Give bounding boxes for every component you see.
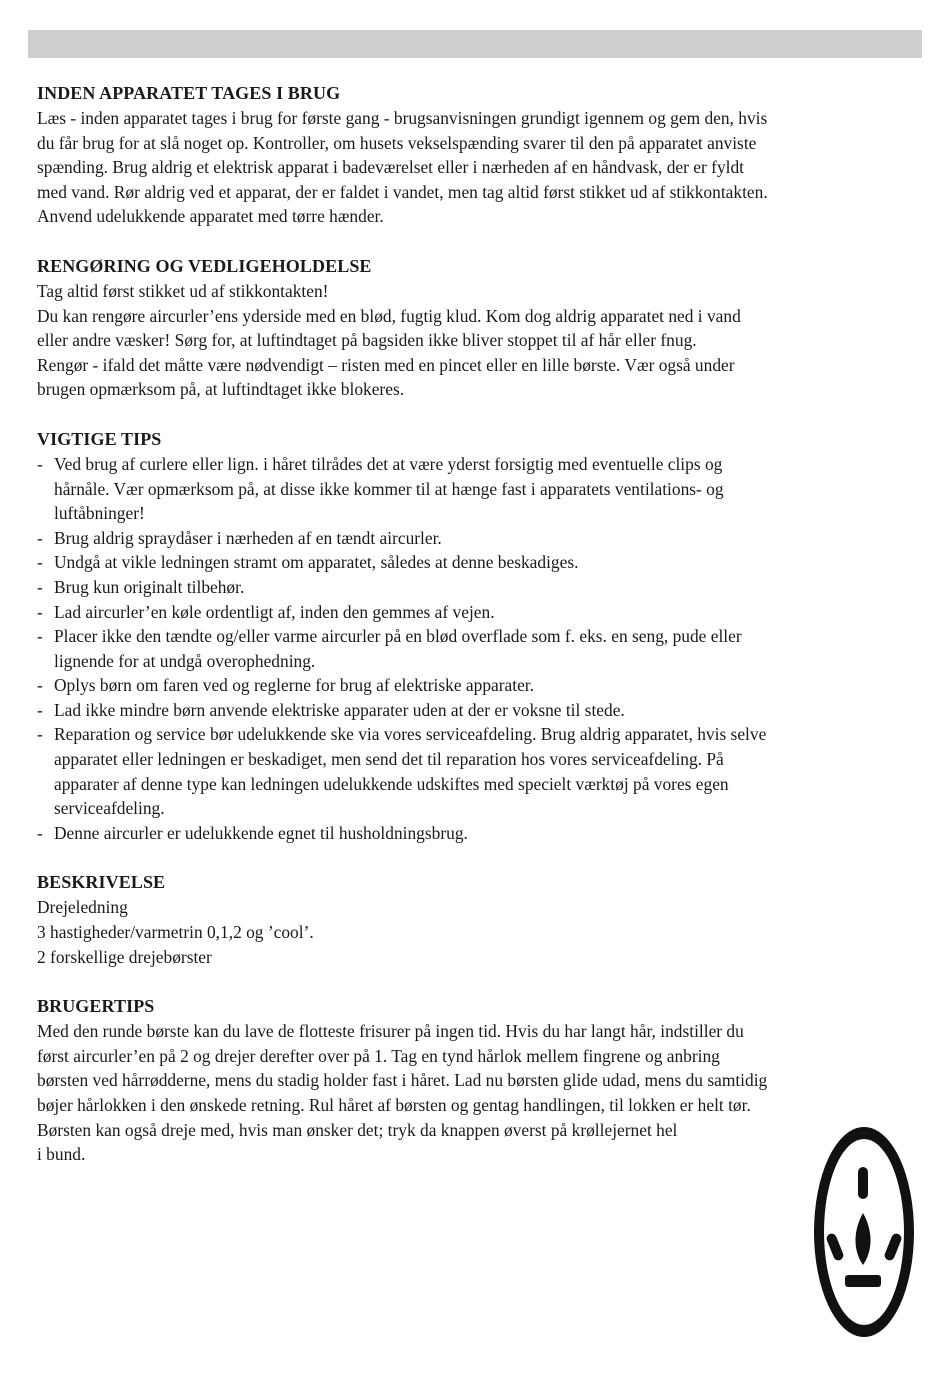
- text-line: lignende for at undgå overophedning.: [54, 650, 316, 671]
- list-item: - Lad aircurler’en køle ordentligt af, inden den gemmes af vejen.: [37, 600, 917, 625]
- text-line: luftåbninger!: [54, 503, 145, 524]
- text-line: Tag altid først stikket ud af stikkontakten!: [37, 280, 329, 301]
- steam-symbol-icon: [812, 1125, 916, 1339]
- list-item: - Brug kun originalt tilbehør.: [37, 575, 917, 600]
- section-inden-apparatet: [37, 80, 917, 229]
- text-line: Brug aldrig spraydåser i nærheden af en tændt aircurler.: [54, 527, 442, 548]
- text-line: apparatet eller ledningen er beskadiget, men send det til reparation hos vores serviceafdeling. På: [54, 749, 724, 770]
- text-line: hårnåle. Vær opmærksom på, at disse ikke kommer til at hænge fast i apparatets ventilations- og: [54, 478, 724, 499]
- section-heading: BESKRIVELSE: [37, 872, 166, 893]
- text-line: Du kan rengøre aircurler’ens yderside med en blød, fugtig klud. Kom dog aldrig apparatet ned i vand: [37, 305, 741, 326]
- text-line: Børsten kan også dreje med, hvis man ønsker det; tryk da knappen øverst på krøllejernet hel: [37, 1119, 678, 1140]
- text-line: først aircurler’en på 2 og drejer derefter over på 1. Tag en tynd hårlok mellem fingrene og anbring: [37, 1045, 720, 1066]
- list-item: - Brug aldrig spraydåser i nærheden af en tændt aircurler.: [37, 526, 917, 551]
- text-line: du får brug for at slå noget op. Kontroller, om husets vekselspænding svarer til den på apparatet anviste: [37, 132, 757, 153]
- list-item: - Denne aircurler er udelukkende egnet til husholdningsbrug.: [37, 821, 917, 846]
- text-line: Læs - inden apparatet tages i brug for første gang - brugsanvisningen grundigt igennem og gem den, hvis: [37, 108, 768, 128]
- text-line: Brug kun originalt tilbehør.: [54, 576, 245, 597]
- section-paragraph: [37, 279, 917, 402]
- section-paragraph: [37, 1019, 917, 1167]
- text-line: Rengør - ifald det måtte være nødvendigt – risten med en pincet eller en lille børste. Vær også under: [37, 354, 735, 375]
- section-rengoring: [37, 253, 917, 402]
- text-line: Ved brug af curlere eller lign. i håret tilrådes det at være yderst forsigtig med eventuelle clips og: [54, 453, 723, 474]
- section-heading: INDEN APPARATET TAGES I BRUG: [37, 83, 341, 103]
- section-heading: BRUGERTIPS: [37, 996, 155, 1017]
- list-item: - Lad ikke mindre børn anvende elektriske apparater uden at der er voksne til stede.: [37, 698, 917, 723]
- text-line: Denne aircurler er udelukkende egnet til husholdningsbrug.: [54, 822, 468, 843]
- text-line: serviceafdeling.: [54, 798, 165, 819]
- list-item: - Ved brug af curlere eller lign. i håret tilrådes det at være yderst forsigtig med eventuelle clips og hårnåle. Vær opmærksom på, at disse ikke kommer til at hænge fast i apparatets ventilations- og luftåbninger!: [37, 452, 917, 526]
- section-beskrivelse: [37, 869, 917, 969]
- text-line: Lad ikke mindre børn anvende elektriske apparater uden at der er voksne til stede.: [54, 699, 625, 720]
- list-item: - Reparation og service bør udelukkende ske via vores serviceafdeling. Brug aldrig apparatet, hvis selve apparatet eller ledningen er beskadiget, men send det til reparation hos vores serviceafdeling. På apparater af denne type kan ledningen udelukkende udskiftes med specielt værktøj på vores egen serviceafdeling.: [37, 722, 917, 820]
- text-line: eller andre væsker! Sørg for, at luftindtaget på bagsiden ikke bliver stoppet til af hår eller fnug.: [37, 330, 697, 351]
- list-item: - Undgå at vikle ledningen stramt om apparatet, således at denne beskadiges.: [37, 550, 917, 575]
- section-brugertips: [37, 993, 917, 1167]
- text-line: i bund.: [37, 1144, 86, 1165]
- text-line: brugen opmærksom på, at luftindtaget ikke blokeres.: [37, 379, 405, 400]
- section-paragraph: [37, 106, 917, 229]
- section-paragraph: [37, 895, 917, 969]
- text-line: Drejeledning: [37, 897, 128, 918]
- text-line: bøjer hårlokken i den ønskede retning. Rul håret af børsten og gentag handlingen, til lokken er helt tør.: [37, 1095, 751, 1115]
- section-heading: VIGTIGE TIPS: [37, 428, 162, 449]
- section-vigtige-tips: [37, 426, 917, 846]
- section-heading: RENGØRING OG VEDLIGEHOLDELSE: [37, 255, 372, 276]
- text-line: Lad aircurler’en køle ordentligt af, inden den gemmes af vejen.: [54, 601, 495, 622]
- text-line: Undgå at vikle ledningen stramt om apparatet, således at denne beskadiges.: [54, 552, 579, 573]
- text-line: Reparation og service bør udelukkende ske via vores serviceafdeling. Brug aldrig apparatet, hvis selve: [54, 724, 767, 745]
- list-item: - Placer ikke den tændte og/eller varme aircurler på en blød overflade som f. eks. en seng, pude eller lignende for at undgå overophedning.: [37, 624, 917, 673]
- text-line: Anvend udelukkende apparatet med tørre hænder.: [37, 206, 384, 227]
- text-line: Med den runde børste kan du lave de flotteste frisurer på ingen tid. Hvis du har langt hår, indstiller du: [37, 1021, 744, 1042]
- text-line: Placer ikke den tændte og/eller varme aircurler på en blød overflade som f. eks. en seng, pude eller: [54, 626, 742, 647]
- text-line: 3 hastigheder/varmetrin 0,1,2 og ’cool’.: [37, 922, 314, 943]
- manual-page-content: [37, 80, 917, 1191]
- text-line: Oplys børn om faren ved og reglerne for brug af elektriske apparater.: [54, 675, 534, 696]
- header-gray-bar: [28, 30, 922, 58]
- list-item: - Oplys børn om faren ved og reglerne for brug af elektriske apparater.: [37, 673, 917, 698]
- text-line: 2 forskellige drejebørster: [37, 946, 212, 967]
- text-line: med vand. Rør aldrig ved et apparat, der er faldet i vandet, men tag altid først stikket ud af stikkontakten.: [37, 181, 768, 202]
- text-line: apparater af denne type kan ledningen udelukkende udskiftes med specielt værktøj på vores egen: [54, 773, 729, 794]
- tips-list: [37, 452, 917, 846]
- text-line: børsten ved hårrødderne, mens du stadig holder fast i håret. Lad nu børsten glide udad, mens du samtidig: [37, 1070, 768, 1091]
- text-line: spænding. Brug aldrig et elektrisk apparat i badeværelset eller i nærheden af en håndvask, der er fyldt: [37, 157, 744, 178]
